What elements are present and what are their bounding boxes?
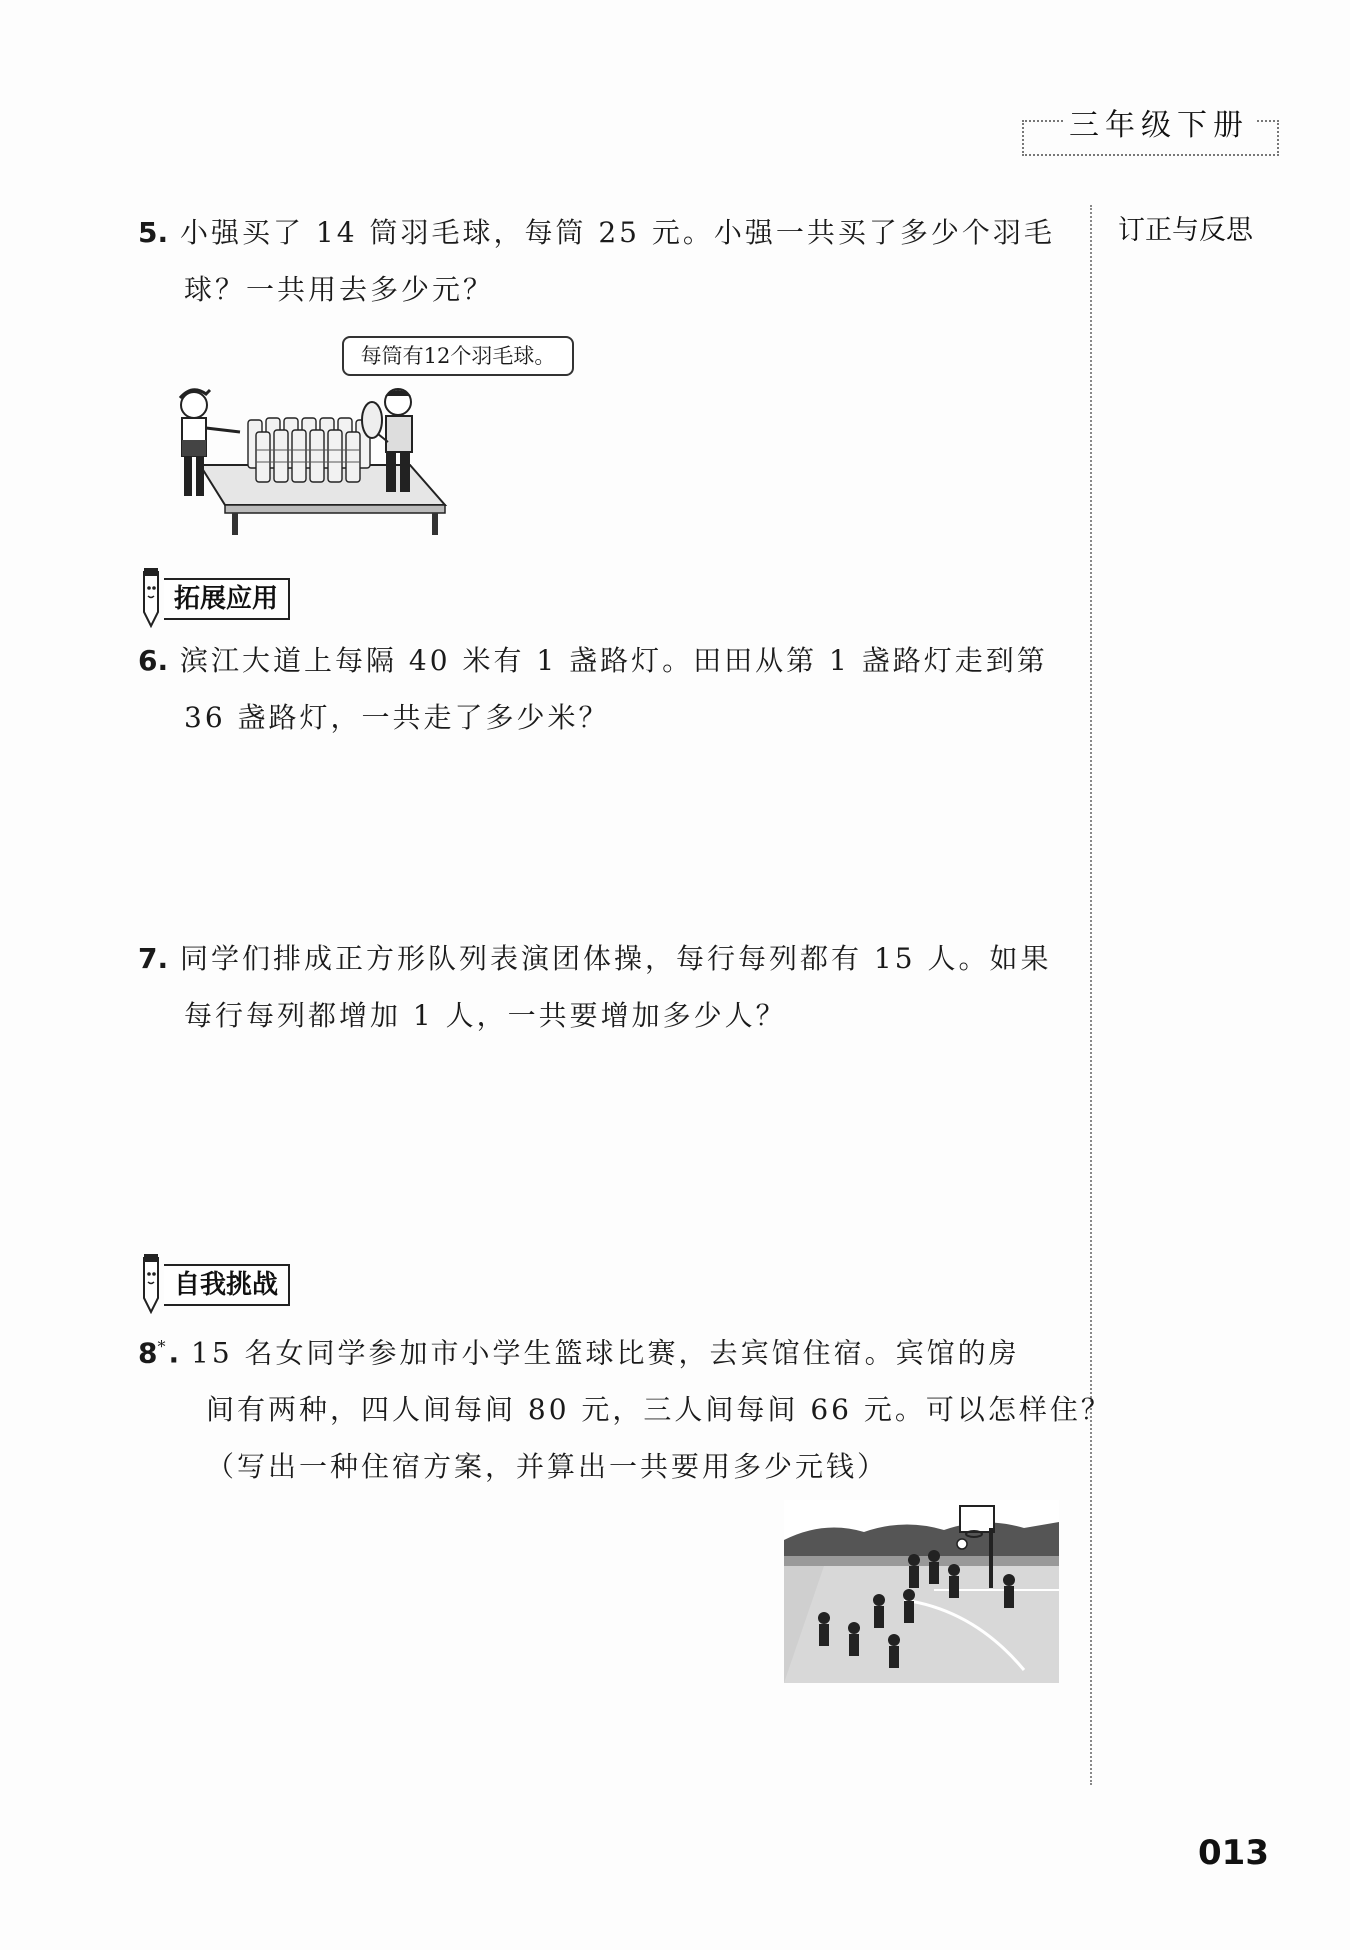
question-7 (138, 930, 1058, 1044)
question-text: 15 名女同学参加市小学生篮球比赛，去宾馆住宿。宾馆的房 (191, 1336, 1020, 1370)
challenge-star: * (157, 1337, 169, 1356)
question-text: 每行每列都增加 1 人，一共要增加多少人？ (184, 999, 787, 1032)
question-text: 小强买了 14 筒羽毛球，每筒 25 元。小强一共买了多少个羽毛 (180, 216, 1055, 249)
question-text: 36 盏路灯，一共走了多少米？ (184, 701, 610, 734)
section-label: 拓展应用 (164, 578, 290, 620)
question-6 (138, 632, 1058, 746)
question-number-dot: . (168, 1336, 180, 1370)
question-5 (138, 204, 1058, 318)
question-number: 5. (138, 216, 169, 249)
shuttlecock-shop-illustration (170, 370, 470, 540)
pencil-icon (140, 566, 162, 628)
section-label: 自我挑战 (164, 1264, 290, 1306)
pencil-icon (140, 1252, 162, 1314)
question-text: 球？一共用去多少元？ (184, 273, 495, 306)
grade-title: 三年级下册 (1063, 100, 1255, 144)
question-number: 7. (138, 942, 169, 975)
question-number: 6. (138, 644, 169, 677)
question-text: 同学们排成正方形队列表演团体操，每行每列都有 15 人。如果 (180, 942, 1052, 975)
correction-reflection-label: 订正与反思 (1118, 215, 1253, 246)
question-number: 8 (138, 1336, 158, 1370)
question-text: 滨江大道上每隔 40 米有 1 盏路灯。田田从第 1 盏路灯走到第 (180, 644, 1048, 677)
speech-bubble: 每筒有12个羽毛球。 (342, 336, 574, 376)
question-text: （写出一种住宿方案，并算出一共要用多少元钱） (206, 1450, 889, 1484)
margin-divider (1090, 205, 1092, 1785)
page-header (1022, 98, 1277, 154)
question-8 (138, 1318, 1112, 1495)
page-number: 013 (1198, 1833, 1269, 1873)
basketball-court-illustration (784, 1500, 1059, 1683)
question-text: 间有两种，四人间每间 80 元，三人间每间 66 元。可以怎样住？ (206, 1393, 1112, 1427)
